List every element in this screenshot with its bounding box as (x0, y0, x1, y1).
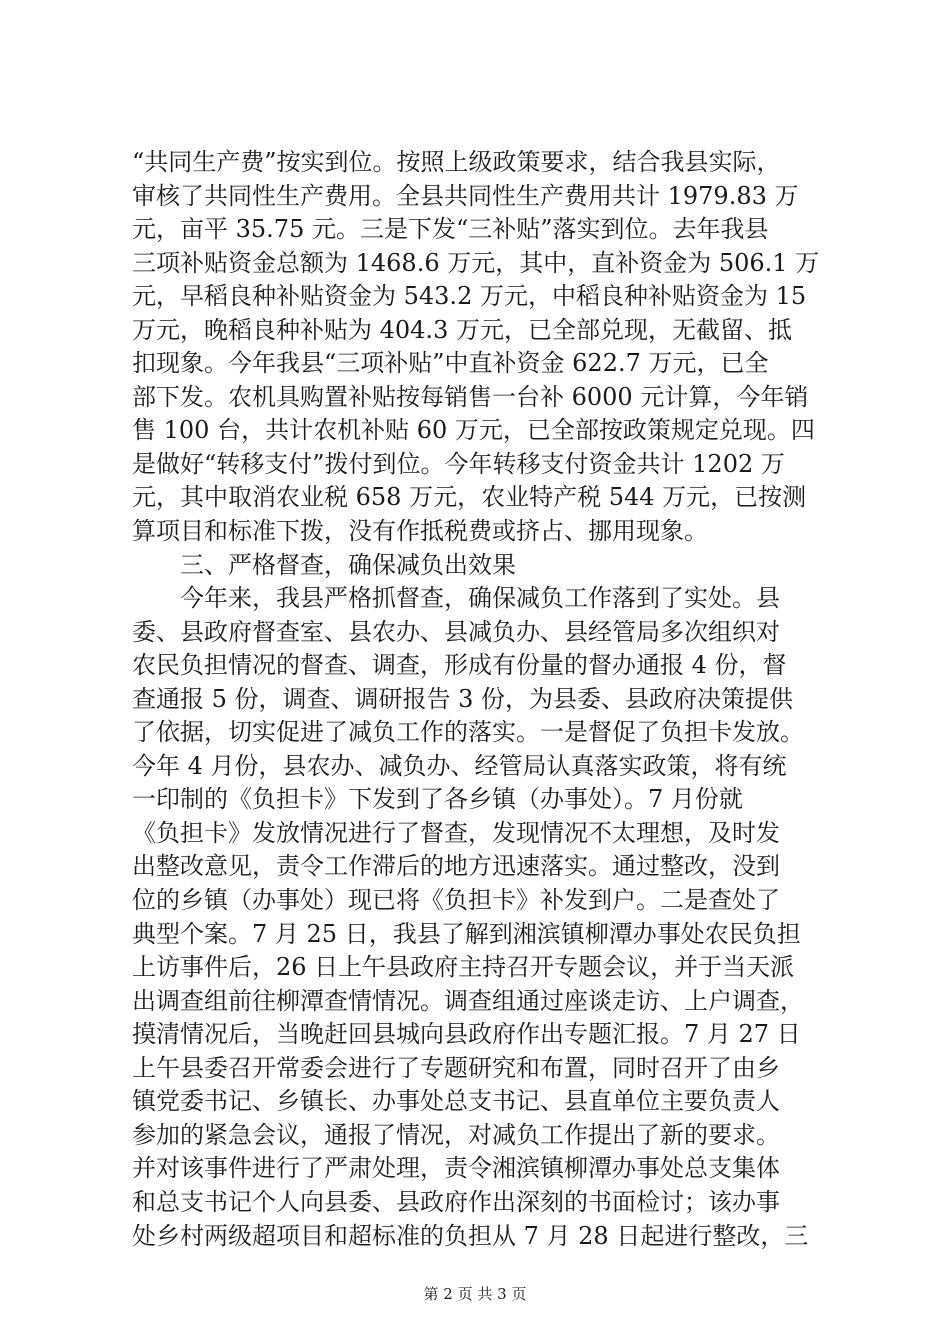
text-line: 万元，晚稻良种补贴为 404.3 万元，已全部兑现，无截留、抵 (132, 315, 792, 344)
text-line: 部下发。农机具购置补贴按每销售一台补 6000 元计算，今年销 (132, 382, 809, 411)
section-heading: 三、严格督查，确保减负出效果 (180, 550, 516, 579)
text-line: 算项目和标准下拨，没有作抵税费或挤占、挪用现象。 (132, 517, 708, 546)
text-line: 三项补贴资金总额为 1468.6 万元，其中，直补资金为 506.1 万 (132, 248, 820, 277)
page-number: 第 2 页 共 3 页 (423, 1285, 527, 1303)
text-line: 处乡村两级超项目和超标准的负担从 7 月 28 日起进行整改，三 (132, 1221, 809, 1250)
text-line: 摸清情况后，当晚赶回县城向县政府作出专题汇报。7 月 27 日 (132, 1020, 801, 1049)
paragraph-first-line: 今年来，我县严格抓督查，确保减负工作落到了实处。县 (180, 584, 780, 613)
text-line: 委、县政府督查室、县农办、县减负办、县经管局多次组织对 (132, 617, 780, 646)
text-line: 和总支书记个人向县委、县政府作出深刻的书面检讨；该办事 (132, 1187, 780, 1216)
text-line: “共同生产费”按实到位。按照上级政策要求，结合我县实际， (132, 148, 781, 176)
text-line: 今年 4 月份，县农办、减负办、经管局认真落实政策，将有统 (132, 751, 787, 780)
text-line: 出整改意见，责令工作滞后的地方迅速落实。通过整改，没到 (132, 852, 780, 881)
text-line: 农民负担情况的督查、调查，形成有份量的督办通报 4 份，督 (132, 651, 787, 680)
text-line: 查通报 5 份，调查、调研报告 3 份，为县委、县政府决策提供 (132, 684, 794, 713)
text-line: 一印制的《负担卡》下发到了各乡镇（办事处）。7 月份就 (132, 785, 743, 814)
text-line: 位的乡镇（办事处）现已将《负担卡》补发到户。二是查处了 (132, 886, 780, 915)
text-line: 上午县委召开常委会进行了专题研究和布置，同时召开了由乡 (132, 1053, 780, 1082)
text-line: 元，早稻良种补贴资金为 543.2 万元，中稻良种补贴资金为 15 (132, 282, 807, 311)
text-line: 了依据，切实促进了减负工作的落实。一是督促了负担卡发放。 (132, 718, 804, 747)
text-line: 参加的紧急会议，通报了情况，对减负工作提出了新的要求。 (132, 1120, 780, 1149)
page-footer (0, 1284, 950, 1304)
text-line: 售 100 台，共计农机补贴 60 万元，已全部按政策规定兑现。四 (132, 416, 815, 445)
text-line: 典型个案。7 月 25 日，我县了解到湘滨镇柳潭办事处农民负担 (132, 919, 801, 948)
text-line: 元，其中取消农业税 658 万元，农业特产税 544 万元，已按测 (132, 483, 807, 512)
text-line: 审核了共同性生产费用。全县共同性生产费用共计 1979.83 万 (132, 181, 799, 210)
body-text (132, 146, 832, 1253)
text-line: 并对该事件进行了严肃处理，责令湘滨镇柳潭办事处总支集体 (132, 1154, 780, 1183)
text-line: 镇党委书记、乡镇长、办事处总支书记、县直单位主要负责人 (132, 1087, 780, 1116)
text-line: 《负担卡》发放情况进行了督查，发现情况不太理想，及时发 (132, 818, 780, 847)
text-line: 出调查组前往柳潭查情情况。调查组通过座谈走访、上户调查， (132, 986, 804, 1015)
text-line: 元，亩平 35.75 元。三是下发“三补贴”落实到位。去年我县 (132, 215, 769, 244)
text-line: 上访事件后，26 日上午县政府主持召开专题会议，并于当天派 (132, 953, 795, 982)
text-line: 是做好“转移支付”拨付到位。今年转移支付资金共计 1202 万 (132, 449, 785, 478)
text-line: 扣现象。今年我县“三项补贴”中直补资金 622.7 万元，已全 (132, 349, 769, 378)
